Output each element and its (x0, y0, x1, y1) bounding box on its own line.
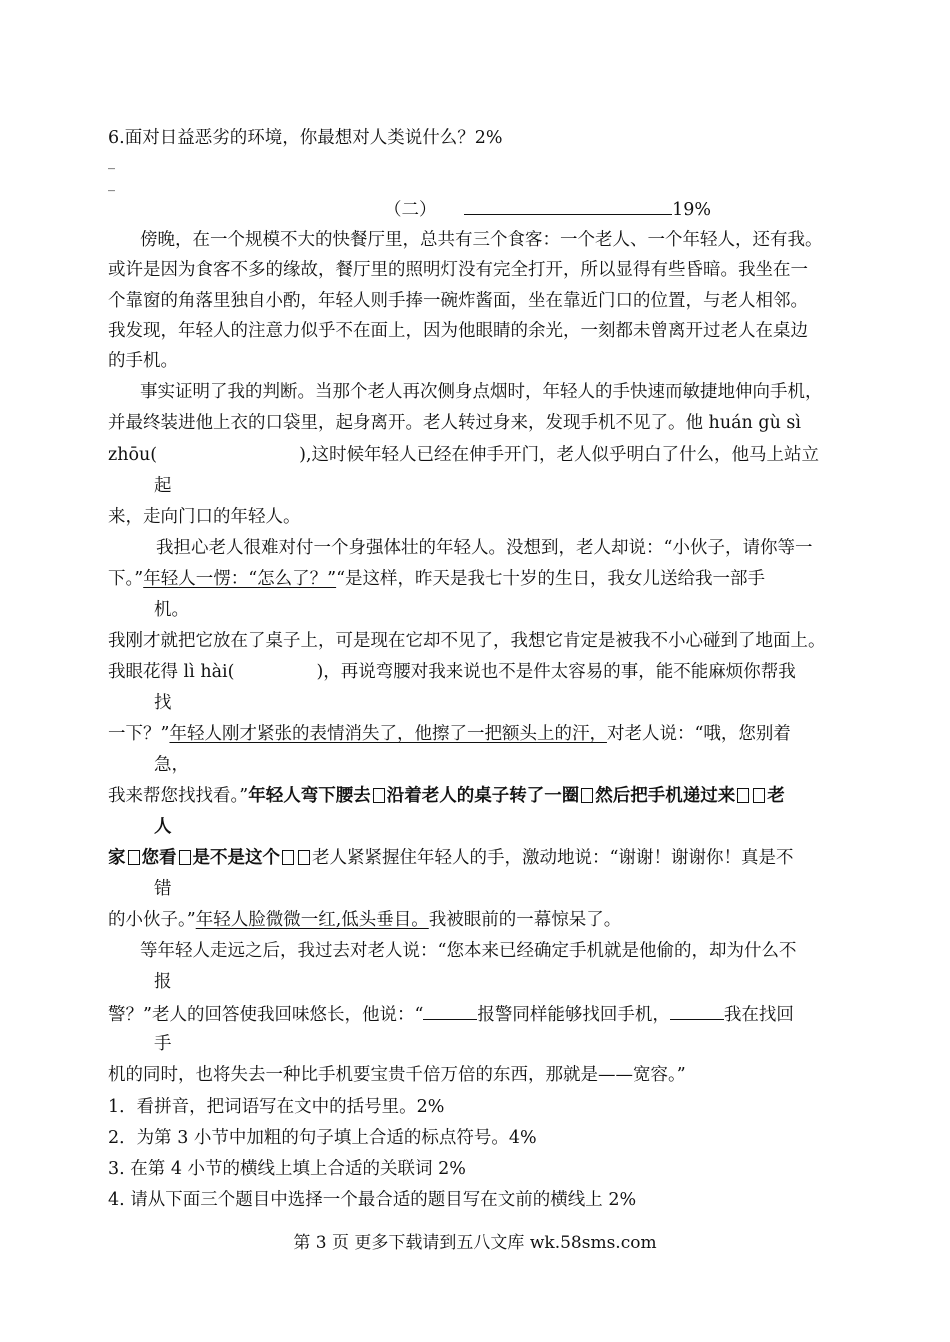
bold-sentence-part-6: 您看 (141, 848, 177, 868)
p4-line-3a: 警？”老人的回答使我回味悠长，他说：“ (108, 1005, 424, 1025)
underlined-sentence-2: 年轻人刚才紧张的表情消失了，他擦了一把额头上的汗， (169, 724, 607, 744)
p3-line-11 (108, 847, 793, 869)
p3-line-13 (108, 909, 621, 931)
p2-line-1: 事实证明了我的判断。当那个老人再次侧身点烟时，年轻人的手快速而敏捷地伸向手机， (140, 382, 823, 402)
p3-line-13a: 的小伙子。” (108, 910, 196, 930)
p4-line-3b: 报警同样能够找回手机， (477, 1005, 670, 1025)
answer-dash-2: _ (108, 176, 115, 192)
p4-line-5: 机的同时，也将失去一种比手机要宝贵千倍万倍的东西，那就是——宽容。” (108, 1065, 686, 1085)
p3-line-2a: 下。” (108, 569, 144, 589)
bold-sentence-part-4: 老 (767, 786, 785, 806)
p3-line-7 (108, 723, 791, 745)
p3-line-12: 错 (154, 879, 172, 899)
punct-box[interactable] (128, 850, 140, 865)
p3-line-6: 找 (154, 693, 172, 713)
p4-line-2: 报 (154, 972, 172, 992)
p2-line-4: 起 (154, 476, 172, 496)
p3-line-5-rest: )，再说弯腰对我来说也不是件太容易的事，能不能麻烦你帮我 (316, 662, 796, 682)
punct-box[interactable] (753, 788, 765, 803)
p1-line-4: 我发现，年轻人的注意力似乎不在面上，因为他眼睛的余光，一刻都未曾离开过老人在桌边 (108, 321, 808, 341)
underlined-sentence-3: 年轻人脸微微一红,低头垂目。 (195, 910, 429, 930)
question-3: 3. 在第 4 小节的横线上填上合适的关联词 2% (108, 1159, 466, 1179)
bold-sentence-part-3: 然后把手机递过来 (595, 786, 736, 806)
bold-sentence-part-5: 家 (108, 848, 126, 868)
p3-line-1: 我担心老人很难对付一个身强体壮的年轻人。没想到，老人却说：“小伙子，请你等一 (156, 538, 813, 558)
p3-line-3: 机。 (154, 600, 189, 620)
p2-line-3 (108, 444, 819, 466)
p3-line-8: 急， (154, 755, 189, 775)
p3-line-9 (108, 785, 785, 807)
p2-line-3-rest: ),这时候年轻人已经在伸手开门，老人似乎明白了什么，他马上站立 (299, 445, 820, 465)
punct-box[interactable] (282, 850, 294, 865)
title-blank[interactable] (464, 197, 672, 215)
p3-line-7a: 一下？” (108, 724, 170, 744)
pinyin-lihai: 我眼花得 lì hài( (108, 662, 235, 682)
p1-line-3: 个靠窗的角落里独自小酌，年轻人则手捧一碗炸酱面，坐在靠近门口的位置，与老人相邻。 (108, 291, 808, 311)
punct-box[interactable] (298, 850, 310, 865)
p1-line-5: 的手机。 (108, 351, 178, 371)
question-2: 2．为第 3 小节中加粗的句子填上合适的标点符号。4% (108, 1128, 537, 1148)
p1-line-2: 或许是因为食客不多的缘故，餐厅里的照明灯没有完全打开，所以显得有些昏暗。我坐在一 (108, 260, 808, 280)
connective-blank-2[interactable] (670, 1002, 724, 1020)
p3-line-2 (108, 568, 765, 590)
bold-sentence-part-7: 是不是这个 (192, 848, 280, 868)
p2-line-2: 并最终装进他上衣的口袋里，起身离开。老人转过身来，发现手机不见了。他 huán gù sì (108, 413, 801, 433)
bold-sentence-part-1: 年轻人弯下腰去 (248, 786, 371, 806)
section-score: 19% (672, 200, 711, 220)
p3-line-13c: 我被眼前的一幕惊呆了。 (428, 910, 622, 930)
punct-box[interactable] (179, 850, 191, 865)
p3-line-7c: 对老人说：“哦，您别着 (606, 724, 791, 744)
punct-box[interactable] (581, 788, 593, 803)
question-1: 1．看拼音，把词语写在文中的括号里。2% (108, 1097, 445, 1117)
p3-line-9a: 我来帮您找找看。” (108, 786, 249, 806)
punct-box[interactable] (373, 788, 385, 803)
p3-line-2c: “是这样，昨天是我七十岁的生日，我女儿送给我一部手 (336, 569, 766, 589)
bold-sentence-part-2: 沿着老人的桌子转了一圈 (386, 786, 580, 806)
p4-line-3c: 我在找回 (723, 1005, 794, 1025)
pinyin-huangusizhou: zhōu( (108, 445, 158, 465)
punct-box[interactable] (737, 788, 749, 803)
p3-line-11-rest: 老人紧紧握住年轻人的手，激动地说：“谢谢！谢谢你！真是不 (312, 848, 794, 868)
question-6: 6.面对日益恶劣的环境，你最想对人类说什么？2% (108, 128, 503, 148)
p4-line-4: 手 (154, 1034, 172, 1054)
section-label: （二） (384, 200, 437, 220)
underlined-sentence-1: 年轻人一愣：“怎么了？” (143, 569, 337, 589)
connective-blank-1[interactable] (423, 1002, 477, 1020)
p4-line-1: 等年轻人走远之后，我过去对老人说：“您本来已经确定手机就是他偷的，却为什么不 (140, 941, 797, 961)
p3-line-5 (108, 661, 796, 683)
p3-line-10: 人 (154, 817, 172, 837)
p4-line-3 (108, 1002, 794, 1026)
p3-line-4: 我刚才就把它放在了桌子上，可是现在它却不见了，我想它肯定是被我不小心碰到了地面上。 (108, 631, 826, 651)
section-heading (384, 197, 711, 221)
p1-line-1: 傍晚，在一个规模不大的快餐厅里，总共有三个食客：一个老人、一个年轻人，还有我。 (140, 230, 823, 250)
page-footer: 第 3 页 更多下载请到五八文库 wk.58sms.com (293, 1233, 657, 1253)
p2-line-5: 来，走向门口的年轻人。 (108, 507, 301, 527)
question-4: 4. 请从下面三个题目中选择一个最合适的题目写在文前的横线上 2% (108, 1190, 637, 1210)
answer-dash-1: _ (108, 154, 115, 170)
